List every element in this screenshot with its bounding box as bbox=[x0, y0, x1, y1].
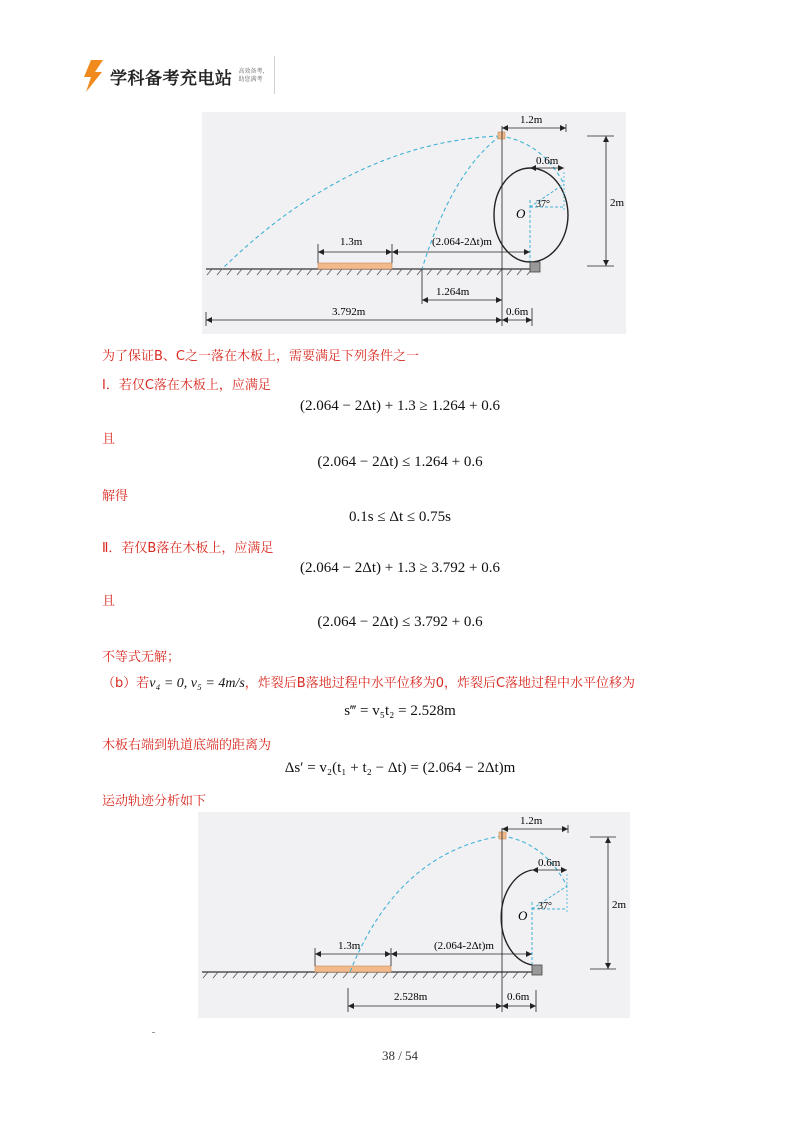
label-3-792m: 3.792m bbox=[332, 306, 366, 318]
header-divider bbox=[274, 56, 275, 94]
label-gap: (2.064-2Δt)m bbox=[432, 236, 492, 248]
label-2m: 2m bbox=[612, 899, 627, 911]
slogan: 高效备考, 助您满考 bbox=[238, 68, 265, 83]
intro-text: 为了保证B、C之一落在木板上，需要满足下列条件之一 bbox=[102, 349, 419, 364]
label-0-6m-bottom: 0.6m bbox=[506, 306, 529, 318]
case2-text: Ⅱ．若仅B落在木板上，应满足 bbox=[102, 541, 274, 556]
formula-2: (2.064 − 2Δt) ≤ 1.264 + 0.6 bbox=[317, 454, 483, 470]
formula-7: Δs′ = v₂(t₁ + t₂ − Δt) = (2.064 − 2Δt)m bbox=[284, 760, 516, 776]
figure-trajectory-1 bbox=[202, 112, 626, 334]
label-angle: 37° bbox=[536, 199, 550, 210]
header bbox=[82, 56, 269, 96]
label-board-length: 1.3m bbox=[340, 236, 363, 248]
formula-1: (2.064 − 2Δt) + 1.3 ≥ 1.264 + 0.6 bbox=[300, 398, 500, 414]
and-text-1: 且 bbox=[102, 432, 116, 447]
track-end-block bbox=[530, 262, 540, 272]
and-text-2: 且 bbox=[102, 594, 116, 609]
label-0-6m-top: 0.6m bbox=[538, 857, 561, 869]
solve-text: 解得 bbox=[102, 489, 129, 504]
explosion-point bbox=[499, 832, 506, 839]
no-solution-text: 不等式无解； bbox=[102, 650, 181, 665]
figure-trajectory-2 bbox=[198, 812, 630, 1018]
label-center-O: O bbox=[518, 908, 528, 923]
label-board-length: 1.3m bbox=[338, 940, 361, 952]
label-1-2m: 1.2m bbox=[520, 114, 543, 126]
distance-text: 木板右端到轨道底端的距离为 bbox=[102, 738, 272, 753]
case1-text: Ⅰ．若仅C落在木板上，应满足 bbox=[102, 378, 271, 393]
label-0-6m-bottom: 0.6m bbox=[507, 991, 530, 1003]
track-end-block bbox=[532, 965, 542, 975]
label-center-O: O bbox=[516, 206, 526, 221]
label-0-6m-top: 0.6m bbox=[536, 155, 559, 167]
wooden-board bbox=[315, 966, 391, 972]
label-angle: 37° bbox=[538, 901, 552, 912]
label-2-528m: 2.528m bbox=[394, 991, 428, 1003]
formula-6: s‴ = v₅t₂ = 2.528m bbox=[344, 703, 456, 719]
formula-4: (2.064 − 2Δt) + 1.3 ≥ 3.792 + 0.6 bbox=[300, 560, 500, 576]
label-2m: 2m bbox=[610, 197, 625, 209]
analysis-text: 运动轨迹分析如下 bbox=[102, 794, 207, 809]
wooden-board bbox=[318, 263, 392, 269]
brand-name: 学科备考充电站 bbox=[110, 68, 233, 89]
lightning-bolt-icon bbox=[82, 60, 104, 92]
label-1-2m: 1.2m bbox=[520, 815, 543, 827]
page-mark bbox=[152, 1032, 155, 1033]
formula-3: 0.1s ≤ Δt ≤ 0.75s bbox=[349, 509, 451, 525]
label-gap: (2.064-2Δt)m bbox=[434, 940, 494, 952]
explosion-point bbox=[498, 132, 505, 139]
page-number: 38 / 54 bbox=[381, 1048, 419, 1063]
formula-5: (2.064 − 2Δt) ≤ 3.792 + 0.6 bbox=[317, 614, 483, 630]
label-1-264m: 1.264m bbox=[436, 286, 470, 298]
part-b-text: （b）若v₄ = 0, v₅ = 4m/s，炸裂后B落地过程中水平位移为0，炸裂后C落地过程中水平位移为 bbox=[102, 676, 636, 691]
